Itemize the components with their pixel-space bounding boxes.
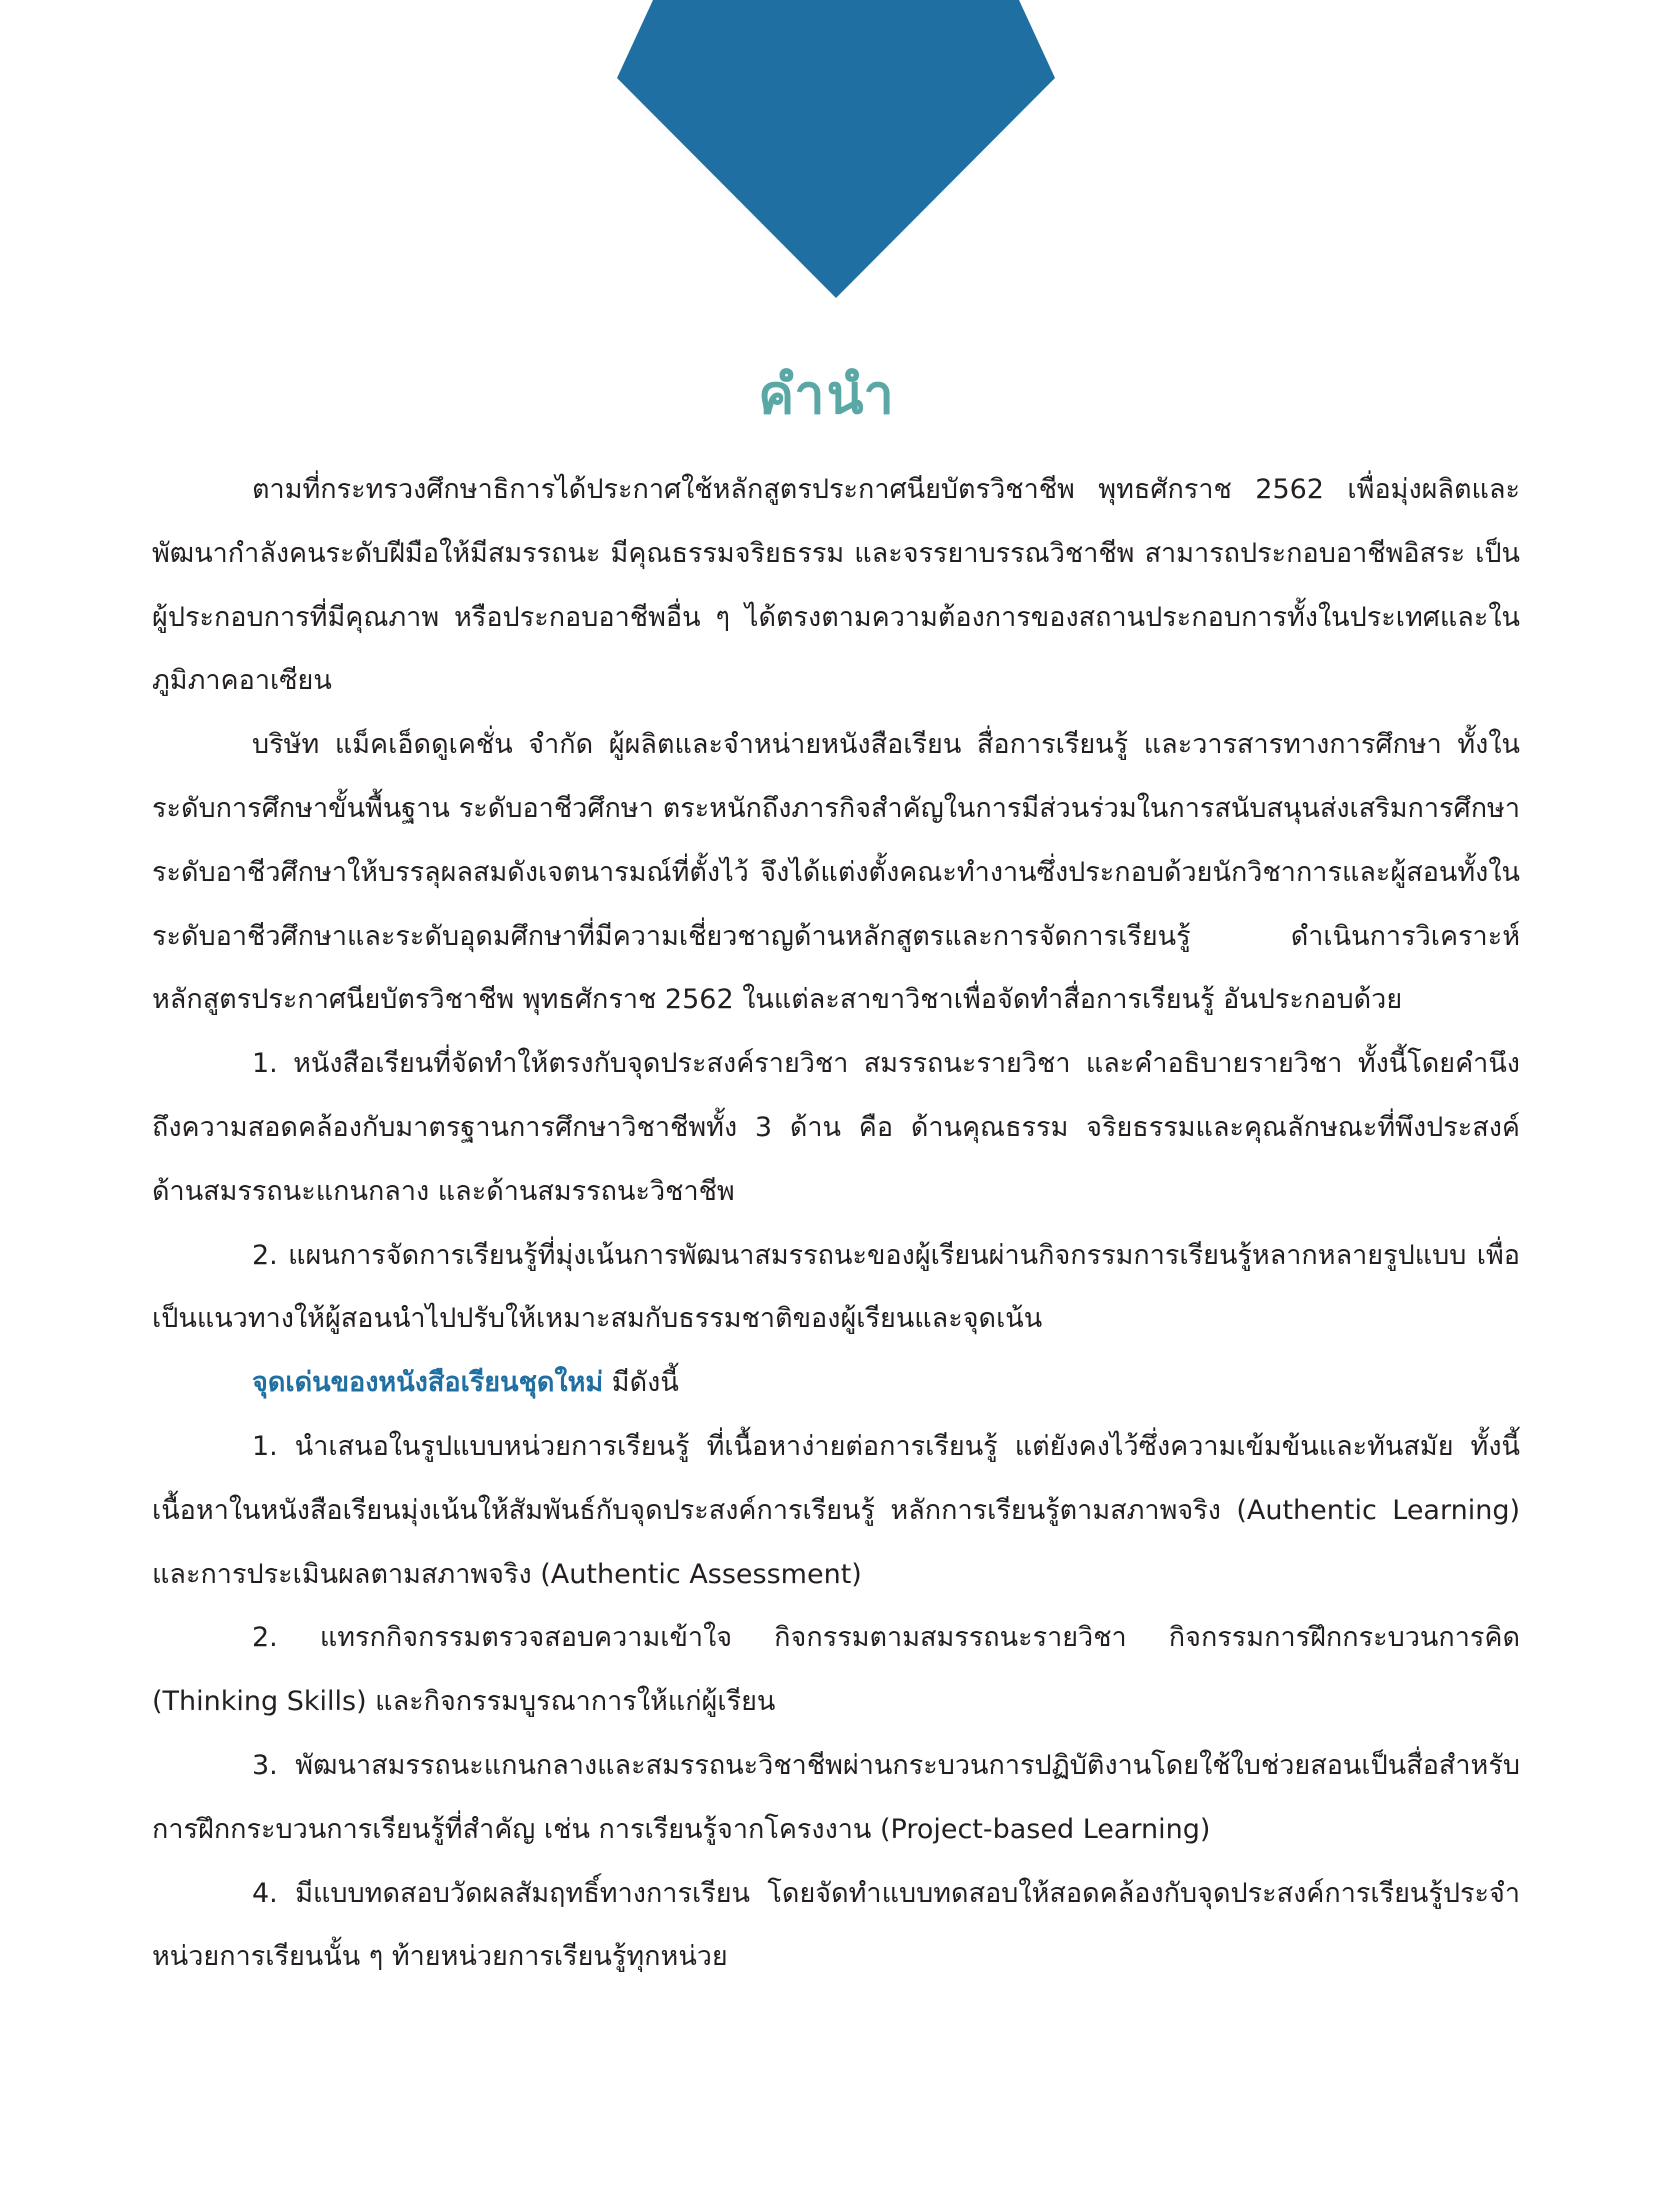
foreword-body (152, 458, 1520, 1989)
intro-item-1: 1. หนังสือเรียนที่จัดทำให้ตรงกับจุดประสงค์รายวิชา สมรรถนะรายวิชา และคำอธิบายรายวิชา ทั้งนี้โดยคำนึงถึงความสอดคล้องกับมาตรฐานการศึกษาวิชาชีพทั้ง 3 ด้าน คือ ด้านคุณธรรม จริยธรรมและคุณลักษณะที่พึงประสงค์ ด้านสมรรถนะแกนกลาง และด้านสมรรถนะวิชาชีพ (152, 1048, 1520, 1207)
highlight-item-2: 2. แทรกกิจกรรมตรวจสอบความเข้าใจ กิจกรรมตามสมรรถนะรายวิชา กิจกรรมการฝึกกระบวนการคิด (Thinking Skills) และกิจกรรมบูรณาการให้แก่ผู้เรียน (152, 1622, 1520, 1718)
highlights-heading-line (152, 1351, 1520, 1415)
highlight-item-3: 3. พัฒนาสมรรถนะแกนกลางและสมรรถนะวิชาชีพผ่านกระบวนการปฏิบัติงานโดยใช้ใบช่วยสอนเป็นสื่อสำหรับการฝึกกระบวนการเรียนรู้ที่สำคัญ เช่น การเรียนรู้จากโครงงาน (Project-based Learning) (152, 1749, 1520, 1845)
decorative-diamond (617, 0, 1055, 298)
diamond-shape (617, 0, 1055, 298)
highlight-item-1: 1. นำเสนอในรูปแบบหน่วยการเรียนรู้ ที่เนื้อหาง่ายต่อการเรียนรู้ แต่ยังคงไว้ซึ่งความเข้มข้นและทันสมัย ทั้งนี้เนื้อหาในหนังสือเรียนมุ่งเน้นให้สัมพันธ์กับจุดประสงค์การเรียนรู้ หลักการเรียนรู้ตามสภาพจริง (Authentic Learning) และการประเมินผลตามสภาพจริง (Authentic Assessment) (152, 1430, 1520, 1590)
intro-paragraph-2: บริษัท แม็คเอ็ดดูเคชั่น จำกัด ผู้ผลิตและจำหน่ายหนังสือเรียน สื่อการเรียนรู้ และวารสารทางการศึกษา ทั้งในระดับการศึกษาขั้นพื้นฐาน ระดับอาชีวศึกษา ตระหนักถึงภารกิจสำคัญในการมีส่วนร่วมในการสนับสนุนส่งเสริมการศึกษาระดับอาชีวศึกษาให้บรรลุผลสมดังเจตนารมณ์ที่ตั้งไว้ จึงได้แต่งตั้งคณะทำงานซึ่งประกอบด้วยนักวิชาการและผู้สอนทั้งในระดับอาชีวศึกษาและระดับอุดมศึกษาที่มีความเชี่ยวชาญด้านหลักสูตรและการจัดการเรียนรู้ ดำเนินการวิเคราะห์หลักสูตรประกาศนียบัตรวิชาชีพ พุทธศักราช 2562 ในแต่ละสาขาวิชาเพื่อจัดทำสื่อการเรียนรู้ อันประกอบด้วย (152, 729, 1520, 1016)
highlights-suffix: มีดังนี้ (603, 1367, 679, 1399)
highlights-heading: จุดเด่นของหนังสือเรียนชุดใหม่ (252, 1367, 604, 1399)
highlight-item-4: 4. มีแบบทดสอบวัดผลสัมฤทธิ์ทางการเรียน โดยจัดทำแบบทดสอบให้สอดคล้องกับจุดประสงค์การเรียนรู้ประจำหน่วยการเรียนนั้น ๆ ท้ายหน่วยการเรียนรู้ทุกหน่วย (152, 1877, 1520, 1973)
intro-paragraph-1: ตามที่กระทรวงศึกษาธิการได้ประกาศใช้หลักสูตรประกาศนียบัตรวิชาชีพ พุทธศักราช 2562 เพื่อมุ่งผลิตและพัฒนากำลังคนระดับฝีมือให้มีสมรรถนะ มีคุณธรรมจริยธรรม และจรรยาบรรณวิชาชีพ สามารถประกอบอาชีพอิสระ เป็นผู้ประกอบการที่มีคุณภาพ หรือประกอบอาชีพอื่น ๆ ได้ตรงตามความต้องการของสถานประกอบการทั้งในประเทศและในภูมิภาคอาเซียน (152, 474, 1520, 697)
intro-item-2: 2. แผนการจัดการเรียนรู้ที่มุ่งเน้นการพัฒนาสมรรถนะของผู้เรียนผ่านกิจกรรมการเรียนรู้หลากหลายรูปแบบ เพื่อเป็นแนวทางให้ผู้สอนนำไปปรับให้เหมาะสมกับธรรมชาติของผู้เรียนและจุดเน้น (152, 1239, 1520, 1335)
page-title: คำนำ (758, 363, 896, 426)
